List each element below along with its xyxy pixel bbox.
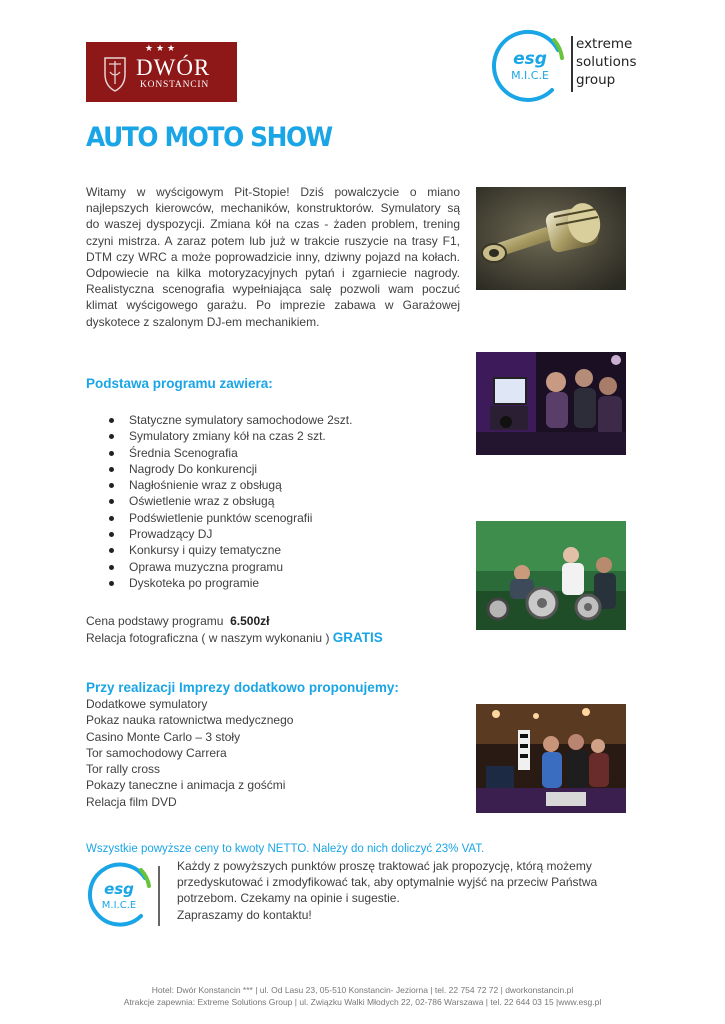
extras-heading: Przy realizacji Imprezy dodatkowo proponujemy: bbox=[86, 680, 399, 695]
gratis-badge: GRATIS bbox=[332, 630, 383, 645]
list-item: Relacja film DVD bbox=[86, 794, 177, 809]
price-value: 6.500zł bbox=[230, 614, 270, 628]
list-item: Tor samochodowy Carrera bbox=[86, 745, 227, 760]
piston-photo bbox=[476, 187, 626, 290]
esg-divider bbox=[571, 36, 573, 92]
footer-esg: Atrakcje zapewnia: Extreme Solutions Group | ul. Związku Walki Młodych 22, 02-786 Warszawa | tel. 22 644 03 15 |www.esg.pl bbox=[123, 996, 602, 1007]
list-item: Średnia Scenografia bbox=[109, 445, 352, 461]
list-item: Dodatkowe symulatory bbox=[86, 697, 208, 711]
list-item: Oświetlenie wraz z obsługą bbox=[109, 493, 352, 509]
esg-line-2: solutions bbox=[576, 54, 637, 70]
extras-list bbox=[86, 696, 293, 810]
list-item: Dyskoteka po programie bbox=[109, 575, 352, 591]
closing-text bbox=[177, 858, 627, 923]
list-item: Casino Monte Carlo – 3 stoły bbox=[86, 729, 241, 744]
dwor-konstancin-logo bbox=[86, 42, 237, 102]
page-title: AUTO MOTO SHOW bbox=[86, 122, 332, 153]
esg-mark: esg bbox=[513, 49, 547, 69]
price-line bbox=[86, 614, 269, 628]
list-item: Konkursy i quizy tematyczne bbox=[109, 542, 352, 558]
list-item: Nagrody Do konkurencji bbox=[109, 461, 352, 477]
esg-wordmark bbox=[576, 35, 637, 89]
price-label: Cena podstawy programu bbox=[86, 614, 224, 628]
esg-mice-logo bbox=[492, 28, 568, 104]
list-item: Prowadzący DJ bbox=[109, 526, 352, 542]
program-list bbox=[109, 412, 352, 591]
intro-paragraph: Witamy w wyścigowym Pit-Stopie! Dziś powalczycie o miano najlepszych kierowców, mechaników, konstruktorów. Symulatory są do waszej dyspozycji. Zmiana kół na czas - żaden problem, trening czyni mistrza. A zaraz potem lub już w trakcie ruszycie na trasy F1, DTM czy WRC a może poprowadzicie inny, dziwny pojazd na kołach. Odpowiecie na kilka motoryzacyjnych pytań i zgarniecie nagrody. Realistyczna scenografia wypełniająca salę pozwoli wam poczuć klimat wyścigowego garażu. Po imprezie zabawa w Garażowej dyskotece z szalonym DJ-em mechanikiem. bbox=[86, 185, 460, 329]
esg-mice: M.I.C.E bbox=[511, 69, 549, 82]
closing-invite: Zapraszamy do kontaktu! bbox=[177, 907, 312, 922]
list-item: Pokaz nauka ratownictwa medycznego bbox=[86, 713, 294, 728]
list-item: Nagłośnienie wraz z obsługą bbox=[109, 477, 352, 493]
esg-line-1: extreme bbox=[576, 36, 633, 52]
stars-icon: ★★★ bbox=[144, 43, 179, 53]
list-item: Tor rally cross bbox=[86, 762, 161, 777]
esg-line-3: group bbox=[576, 72, 616, 88]
list-item: Oprawa muzyczna programu bbox=[109, 559, 352, 575]
wheel-change-photo bbox=[476, 521, 626, 630]
dwor-logo-name: DWÓR bbox=[136, 55, 211, 80]
crest-icon bbox=[102, 54, 128, 92]
list-item: Pokazy taneczne i animacja z gośćmi bbox=[86, 778, 286, 793]
program-heading: Podstawa programu zawiera: bbox=[86, 376, 273, 391]
group-photo bbox=[476, 704, 626, 813]
list-item: Symulatory zmiany kół na czas 2 szt. bbox=[109, 428, 352, 444]
dwor-logo-sub: KONSTANCIN bbox=[140, 80, 209, 90]
photo-relation-label: Relacja fotograficzna ( w naszym wykonaniu ) bbox=[86, 631, 330, 645]
esg-mice-small: M.I.C.E bbox=[101, 900, 137, 911]
photo-relation-line bbox=[86, 630, 383, 645]
netto-note: Wszystkie powyższe ceny to kwoty NETTO. Należy do nich doliczyć 23% VAT. bbox=[86, 843, 485, 855]
list-item: Statyczne symulatory samochodowe 2szt. bbox=[109, 412, 352, 428]
footer-hotel: Hotel: Dwór Konstancin *** | ul. Od Lasu 23, 05-510 Konstancin- Jeziorna | tel. 22 754 72 72 | dworkonstancin.pl bbox=[151, 985, 574, 995]
list-item: Podświetlenie punktów scenografii bbox=[109, 510, 352, 526]
footer bbox=[0, 985, 725, 1008]
simulator-photo bbox=[476, 352, 626, 455]
esg-mark-small: esg bbox=[104, 880, 134, 898]
closing-paragraph: Każdy z powyższych punktów proszę traktować jak propozycję, którą możemy przedyskutować i zmodyfikować tak, aby optymalnie wyjść na przeciw Państwa potrzebom. Czekamy na opinie i sugestie. bbox=[177, 859, 598, 906]
esg-mice-logo-small bbox=[85, 860, 165, 930]
